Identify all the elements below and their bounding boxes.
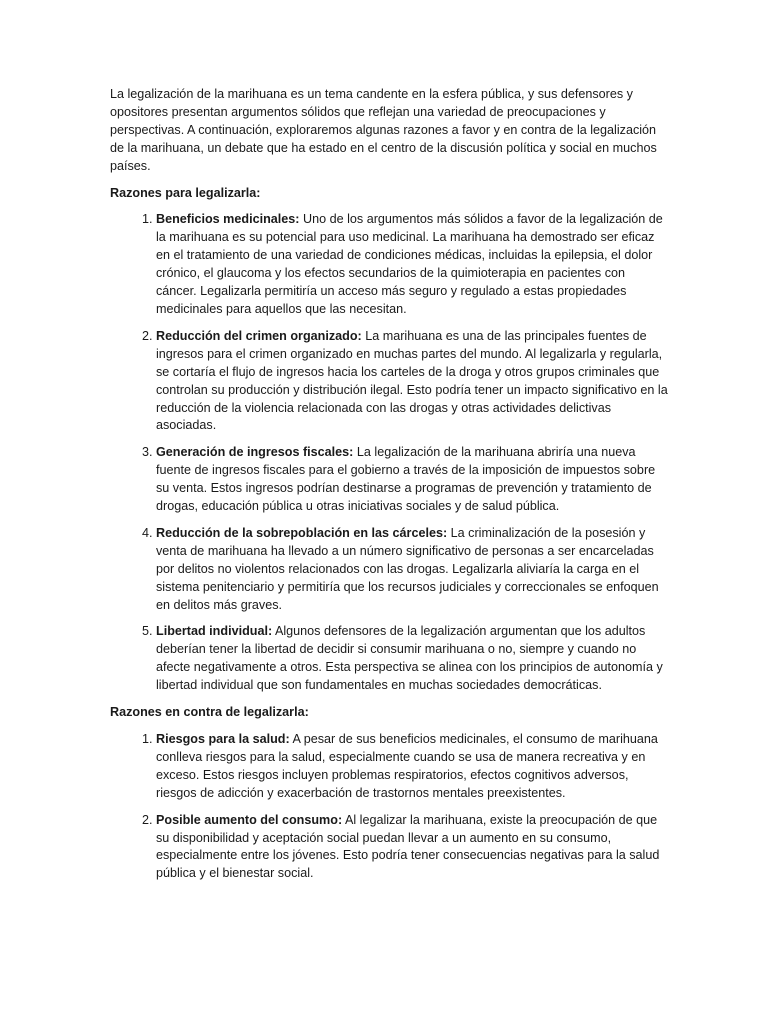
item-text: La marihuana es una de las principales fuentes de ingresos para el crimen organizado en muchas partes del mundo. Al legalizarla y regularla, se cortaría el flujo de ingresos hacia los carteles de la droga y otros grupos criminales que controlan su producción y distribución ilegal. Esto podría tener un impacto significativo en la reducción de la violencia relacionada con las drogas y otras actividades delictivas asociadas.: [156, 328, 668, 433]
intro-paragraph: La legalización de la marihuana es un tema candente en la esfera pública, y sus defensores y opositores presentan argumentos sólidos que reflejan una variedad de preocupaciones y perspectivas. A continuación, exploraremos algunas razones a favor y en contra de la legalización de la marihuana, un debate que ha estado en el centro de la discusión política y social en muchos países.: [110, 87, 657, 173]
list-item: [156, 812, 668, 884]
against-section-heading: Razones en contra de legalizarla:: [110, 705, 309, 720]
item-text: La criminalización de la posesión y venta de marihuana ha llevado a un número significativo de personas a ser encarceladas por delitos no violentos relacionados con las drogas. Legalizarla aliviaría la carga en el sistema penitenciario y permitiría que los recursos judiciales y correccionales se enfoquen en delitos más graves.: [156, 525, 659, 612]
list-item: [156, 623, 668, 695]
item-text: La legalización de la marihuana abriría una nueva fuente de ingresos fiscales para el gobierno a través de la imposición de impuestos sobre su venta. Estos ingresos podrían destinarse a programas de prevención y tratamiento de drogas, educación pública u otras iniciativas sociales y de salud pública.: [156, 445, 656, 514]
item-text: Uno de los argumentos más sólidos a favor de la legalización de la marihuana es su potencial para uso medicinal. La marihuana ha demostrado ser eficaz en el tratamiento de una variedad de condiciones médicas, incluidas la epilepsia, el dolor crónico, el glaucoma y los efectos secundarios de la quimioterapia en pacientes con cáncer. Legalizarla permitiría un acceso más seguro y regulado a estas propiedades medicinales para aquellos que las necesitan.: [156, 212, 663, 316]
list-item: [156, 328, 668, 435]
item-title: Reducción del crimen organizado:: [156, 328, 362, 343]
item-title: Beneficios medicinales:: [156, 212, 300, 227]
list-item: [156, 731, 668, 803]
item-title: Riesgos para la salud:: [156, 732, 290, 746]
item-text: A pesar de sus beneficios medicinales, el consumo de marihuana conlleva riesgos para la salud, especialmente cuando se usa de manera recreativa y en exceso. Estos riesgos incluyen problemas respiratorios, efectos cognitivos adversos, riesgos de adicción y exacerbación de trastornos mentales preexistentes.: [156, 732, 658, 800]
list-item: [156, 211, 668, 318]
list-item: [156, 525, 668, 615]
list-item: [156, 444, 668, 516]
item-text: Algunos defensores de la legalización argumentan que los adultos deberían tener la libertad de decidir si consumir marihuana o no, siempre y cuando no afecte negativamente a otros. Esta perspectiva se alinea con los principios de autonomía y libertad individual que son fundamentales en muchas sociedades democráticas.: [156, 624, 663, 693]
item-title: Posible aumento del consumo:: [156, 812, 343, 827]
item-title: Reducción de la sobrepoblación en las cárceles:: [156, 525, 448, 540]
for-reasons-list: [110, 211, 668, 695]
item-title: Libertad individual:: [156, 624, 273, 639]
item-title: Generación de ingresos fiscales:: [156, 445, 354, 460]
against-reasons-list: [110, 731, 668, 883]
for-section-heading: Razones para legalizarla:: [110, 185, 261, 200]
item-text: Al legalizar la marihuana, existe la preocupación de que su disponibilidad y aceptación social puedan llevar a un aumento en su consumo, especialmente entre los jóvenes. Esto podría tener consecuencias negativas para la salud pública y el bienestar social.: [156, 812, 660, 881]
